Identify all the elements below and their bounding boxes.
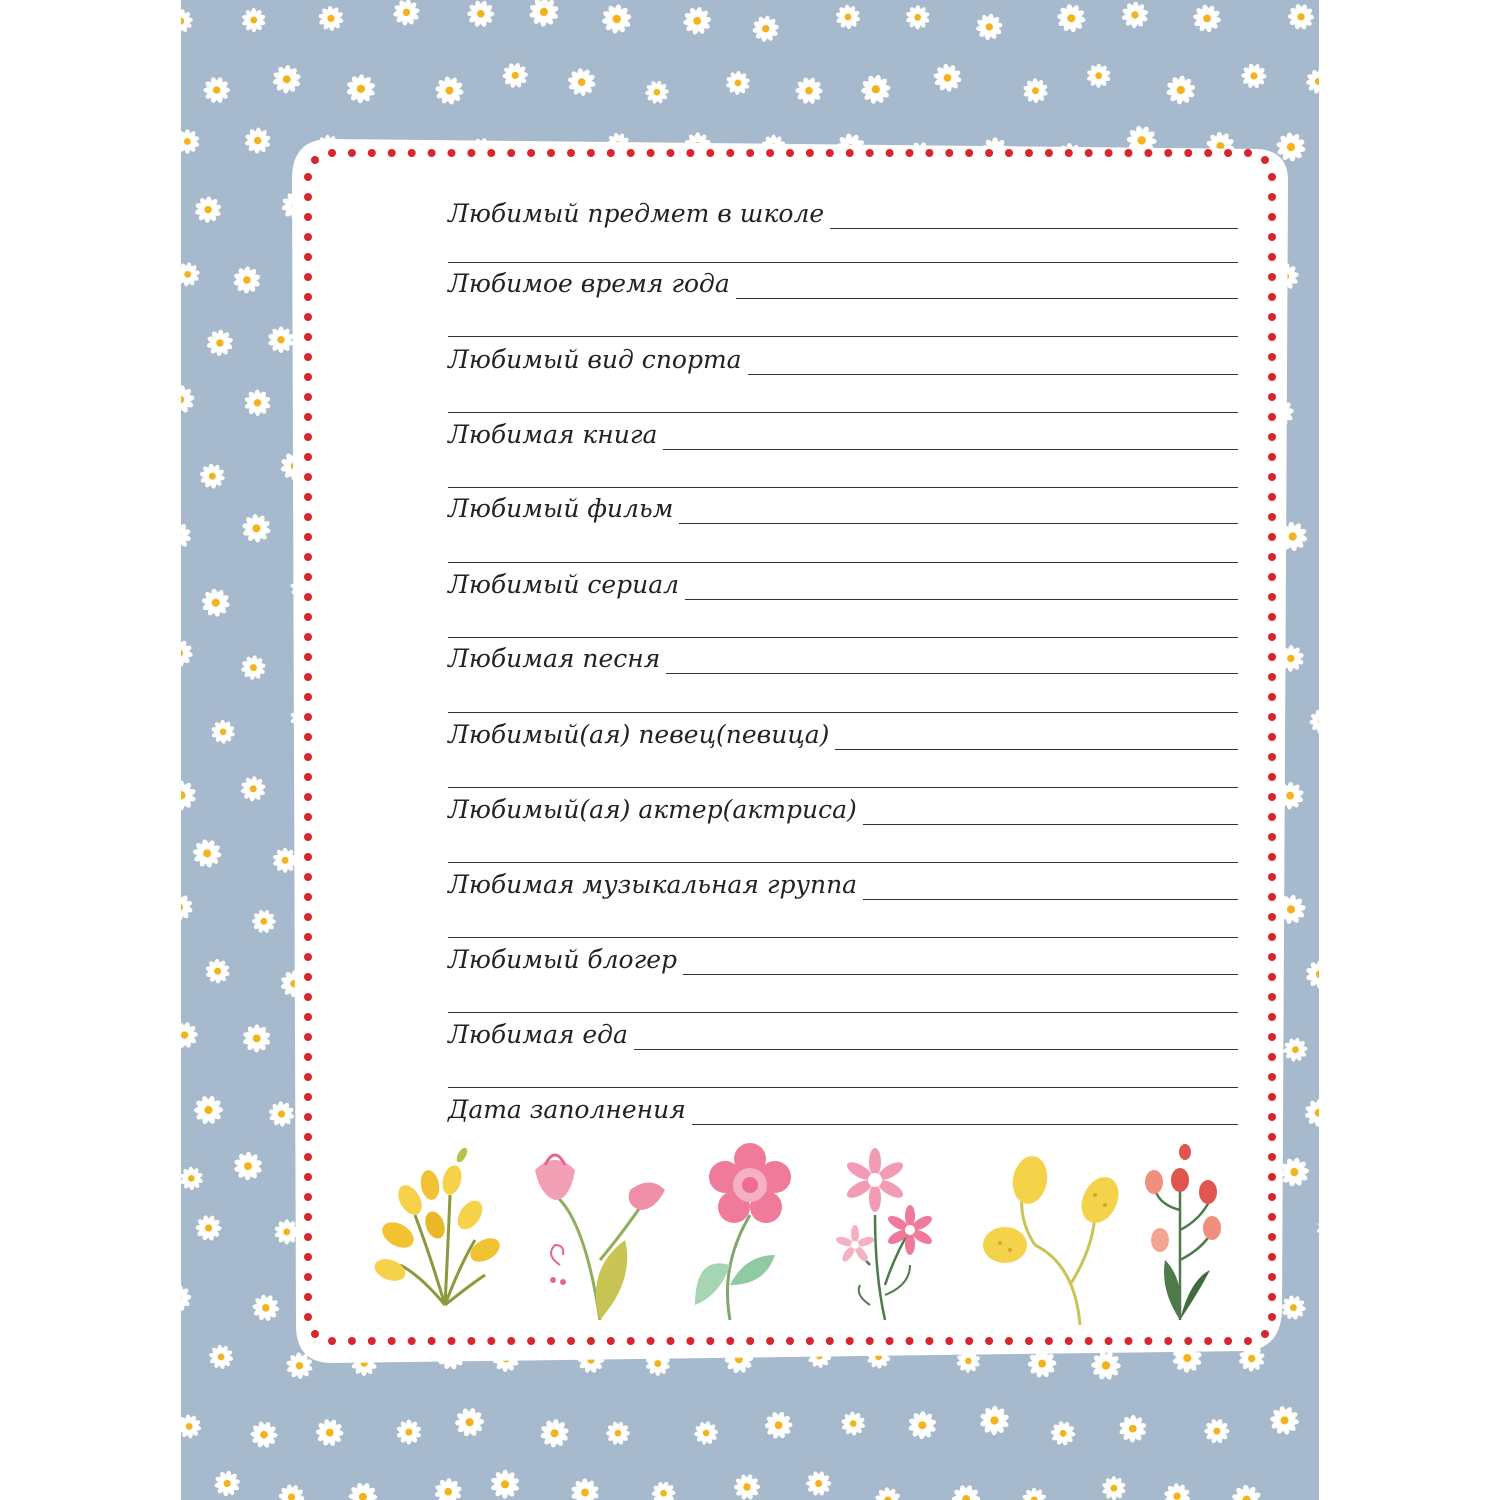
field-favorite-food[interactable] [448,1014,1238,1050]
border-dot [1268,393,1276,401]
border-dot [1005,1337,1013,1345]
border-dot [965,149,973,157]
border-dot [1268,853,1276,861]
border-dot [1125,149,1133,157]
border-dot [304,673,312,681]
border-dot [1224,149,1232,157]
pink-bud-flower-icon [535,1155,665,1320]
border-dot [304,1073,312,1081]
field-label: Любимая песня [448,644,661,673]
field-label: Любимый вид спорта [448,345,742,374]
border-dot [1268,913,1276,921]
border-dot [1268,973,1276,981]
answer-line[interactable] [748,374,1238,375]
border-dot [1268,793,1276,801]
border-dot [1268,733,1276,741]
answer-line-extra[interactable] [448,1012,1238,1013]
border-dot [1005,149,1013,157]
border-dot [1268,633,1276,641]
border-dot [1105,1337,1113,1345]
field-label: Любимый предмет в школе [448,199,825,228]
border-dot [1268,1273,1276,1281]
answer-line-extra[interactable] [448,336,1238,337]
border-dot [304,813,312,821]
border-dot [388,149,396,157]
border-dot [388,1337,396,1345]
border-dot [304,1093,312,1101]
border-dot [607,149,615,157]
field-label: Любимое время года [448,269,730,298]
answer-line[interactable] [736,298,1238,299]
border-dot [826,1337,834,1345]
border-dot [304,953,312,961]
border-dot [1268,833,1276,841]
border-dot [925,1337,933,1345]
field-favorite-blogger[interactable] [448,939,1238,975]
border-dot [1268,493,1276,501]
border-dot [1204,149,1212,157]
border-dot [304,873,312,881]
border-dot [304,413,312,421]
border-dot [726,149,734,157]
border-dot [304,973,312,981]
border-dot [1268,313,1276,321]
border-dot [448,149,456,157]
border-dot [1268,193,1276,201]
answer-line-extra[interactable] [448,712,1238,713]
border-dot [304,1113,312,1121]
border-dot [328,149,336,157]
border-dot [1268,473,1276,481]
answer-line[interactable] [835,749,1238,750]
border-dot [1224,1337,1232,1345]
border-dot [507,1337,515,1345]
border-dot [1268,1173,1276,1181]
answer-line[interactable] [666,673,1238,674]
field-label: Любимая книга [448,420,658,449]
border-dot [1268,1253,1276,1261]
border-dot [304,1293,312,1301]
border-dot [1268,933,1276,941]
field-favorite-band[interactable] [448,864,1238,900]
border-dot [1268,993,1276,1001]
border-dot [746,1337,754,1345]
border-dot [925,149,933,157]
border-dot [304,993,312,1001]
border-dot [706,1337,714,1345]
border-dot [786,149,794,157]
border-dot [304,513,312,521]
border-dot [304,473,312,481]
border-dot [304,713,312,721]
pink-daisy-flower-icon [695,1143,791,1320]
border-dot [507,149,515,157]
border-dot [906,1337,914,1345]
border-dot [1268,273,1276,281]
border-dot [304,1193,312,1201]
field-favorite-season[interactable] [448,263,1238,299]
border-dot [304,173,312,181]
border-dot [304,733,312,741]
border-dot [304,273,312,281]
field-favorite-school-subject[interactable] [448,193,1238,229]
border-dot [304,853,312,861]
border-dot [304,793,312,801]
border-dot [1268,1213,1276,1221]
border-dot [547,149,555,157]
border-dot [1268,713,1276,721]
answer-line[interactable] [692,1124,1238,1125]
border-dot [304,313,312,321]
border-dot [304,213,312,221]
border-dot [1268,173,1276,181]
border-dot [1184,149,1192,157]
border-dot [304,353,312,361]
border-dot [686,149,694,157]
border-dot [348,149,356,157]
border-dot [304,1053,312,1061]
border-dot [304,433,312,441]
border-dot [304,373,312,381]
border-dot [428,149,436,157]
field-label: Любимый(ая) актер(актриса) [448,795,857,824]
border-dot [1268,533,1276,541]
border-dot [304,1133,312,1141]
field-favorite-series[interactable] [448,564,1238,600]
border-dot [1268,1073,1276,1081]
border-dot [906,149,914,157]
border-dot [1065,1337,1073,1345]
border-dot [1268,433,1276,441]
border-dot [567,1337,575,1345]
border-dot [1085,149,1093,157]
border-dot [304,913,312,921]
border-dot [826,149,834,157]
border-dot [304,553,312,561]
border-dot [304,653,312,661]
border-dot [607,1337,615,1345]
border-dot [1268,353,1276,361]
border-dot [806,1337,814,1345]
border-dot [1268,813,1276,821]
border-dot [527,1337,535,1345]
field-fill-date[interactable] [448,1089,1238,1125]
border-dot [1204,1337,1212,1345]
field-favorite-book[interactable] [448,414,1238,450]
border-dot [726,1337,734,1345]
border-dot [408,149,416,157]
answer-line-extra[interactable] [448,562,1238,563]
answer-line[interactable] [863,899,1238,900]
field-favorite-singer[interactable] [448,714,1238,750]
field-favorite-actor[interactable] [448,789,1238,825]
border-dot [368,1337,376,1345]
border-dot [304,613,312,621]
border-dot [1268,1033,1276,1041]
border-dot [1268,253,1276,261]
border-dot [846,1337,854,1345]
border-dot [1164,1337,1172,1345]
border-dot [1025,1337,1033,1345]
border-dot [1268,953,1276,961]
border-dot [304,633,312,641]
border-dot [304,293,312,301]
answer-line[interactable] [683,974,1238,975]
border-dot [746,149,754,157]
border-dot [1244,1337,1252,1345]
field-label: Любимая музыкальная группа [448,870,858,899]
answer-line[interactable] [679,523,1238,524]
border-dot [886,149,894,157]
border-dot [1085,1337,1093,1345]
border-dot [1268,373,1276,381]
border-dot [706,149,714,157]
border-dot [866,149,874,157]
border-dot [304,1013,312,1021]
border-dot [304,593,312,601]
border-dot [1105,149,1113,157]
border-dot [667,149,675,157]
answer-line-extra[interactable] [448,412,1238,413]
border-dot [304,1233,312,1241]
border-dot [304,1213,312,1221]
border-dot [1261,156,1269,164]
field-label: Любимый фильм [448,494,674,523]
border-dot [1144,1337,1152,1345]
border-dot [1268,1093,1276,1101]
border-dot [985,149,993,157]
border-dot [1268,213,1276,221]
border-dot [1268,593,1276,601]
answer-line[interactable] [863,824,1238,825]
border-dot [1144,149,1152,157]
border-dot [467,1337,475,1345]
border-dot [647,1337,655,1345]
answer-line-extra[interactable] [448,787,1238,788]
border-dot [1268,1013,1276,1021]
border-dot [1065,149,1073,157]
border-dot [547,1337,555,1345]
red-berry-branch-icon [1145,1144,1221,1320]
border-dot [945,149,953,157]
border-dot [866,1337,874,1345]
border-dot [567,149,575,157]
border-dot [1268,333,1276,341]
border-dot [304,453,312,461]
border-dot [1268,1313,1276,1321]
field-label: Любимый(ая) певец(певица) [448,720,830,749]
border-dot [348,1337,356,1345]
border-dot [1261,1330,1269,1338]
border-dot [1268,873,1276,881]
border-dot [1268,653,1276,661]
border-dot [304,493,312,501]
border-dot [304,693,312,701]
border-dot [686,1337,694,1345]
border-dot [806,149,814,157]
answer-line[interactable] [830,228,1238,229]
yellow-leaf-branch-icon [372,1146,504,1305]
border-dot [304,833,312,841]
border-dot [985,1337,993,1345]
border-dot [1268,613,1276,621]
field-label: Любимый сериал [448,570,680,599]
border-dot [587,1337,595,1345]
border-dot [1268,1293,1276,1301]
border-dot [1184,1337,1192,1345]
border-dot [1045,149,1053,157]
border-dot [1268,673,1276,681]
border-dot [1268,1193,1276,1201]
border-dot [1268,1113,1276,1121]
border-dot [627,1337,635,1345]
border-dot [1268,413,1276,421]
answer-line-extra[interactable] [448,1087,1238,1088]
field-favorite-sport[interactable] [448,339,1238,375]
questionnaire-card [290,135,1302,1365]
border-dot [1045,1337,1053,1345]
border-dot [766,1337,774,1345]
field-favorite-movie[interactable] [448,488,1238,524]
border-dot [304,233,312,241]
border-dot [487,1337,495,1345]
border-dot [304,393,312,401]
border-dot [304,1313,312,1321]
border-dot [304,533,312,541]
answer-line[interactable] [634,1049,1238,1050]
border-dot [1268,1053,1276,1061]
field-favorite-song[interactable] [448,638,1238,674]
border-dot [945,1337,953,1345]
border-dot [428,1337,436,1345]
border-dot [304,1173,312,1181]
border-dot [667,1337,675,1345]
border-dot [766,149,774,157]
border-dot [304,1253,312,1261]
border-dot [527,149,535,157]
border-dot [647,149,655,157]
field-label: Дата заполнения [448,1095,686,1124]
border-dot [1268,573,1276,581]
border-dot [304,1033,312,1041]
border-dot [886,1337,894,1345]
border-dot [587,149,595,157]
border-dot [846,149,854,157]
field-label: Любимый блогер [448,945,678,974]
border-dot [304,333,312,341]
border-dot [786,1337,794,1345]
border-dot [448,1337,456,1345]
answer-line[interactable] [663,449,1238,450]
border-dot [304,1153,312,1161]
border-dot [368,149,376,157]
border-dot [487,149,495,157]
border-dot [1268,753,1276,761]
border-dot [1268,553,1276,561]
border-dot [1268,293,1276,301]
field-label: Любимая еда [448,1020,628,1049]
border-dot [304,253,312,261]
border-dot [627,149,635,157]
border-dot [1244,149,1252,157]
border-dot [328,1337,336,1345]
border-dot [408,1337,416,1345]
border-dot [304,753,312,761]
border-dot [965,1337,973,1345]
answer-line-extra[interactable] [448,862,1238,863]
border-dot [1268,1133,1276,1141]
border-dot [304,193,312,201]
yellow-pod-plant-icon [983,1153,1126,1325]
border-dot [1268,893,1276,901]
border-dot [311,1330,319,1338]
border-dot [304,933,312,941]
border-dot [304,773,312,781]
border-dot [1268,693,1276,701]
border-dot [1025,149,1033,157]
border-dot [1268,233,1276,241]
border-dot [1164,149,1172,157]
border-dot [311,156,319,164]
border-dot [467,149,475,157]
border-dot [1268,513,1276,521]
border-dot [1125,1337,1133,1345]
border-dot [304,893,312,901]
border-dot [1268,1153,1276,1161]
border-dot [1268,453,1276,461]
pink-star-flowers-icon [835,1148,934,1320]
border-dot [304,1273,312,1281]
border-dot [304,573,312,581]
answer-line[interactable] [685,599,1238,600]
border-dot [1268,773,1276,781]
answer-line-extra[interactable] [448,937,1238,938]
page [181,0,1319,1500]
flower-illustrations [340,1135,1260,1325]
border-dot [1268,1233,1276,1241]
